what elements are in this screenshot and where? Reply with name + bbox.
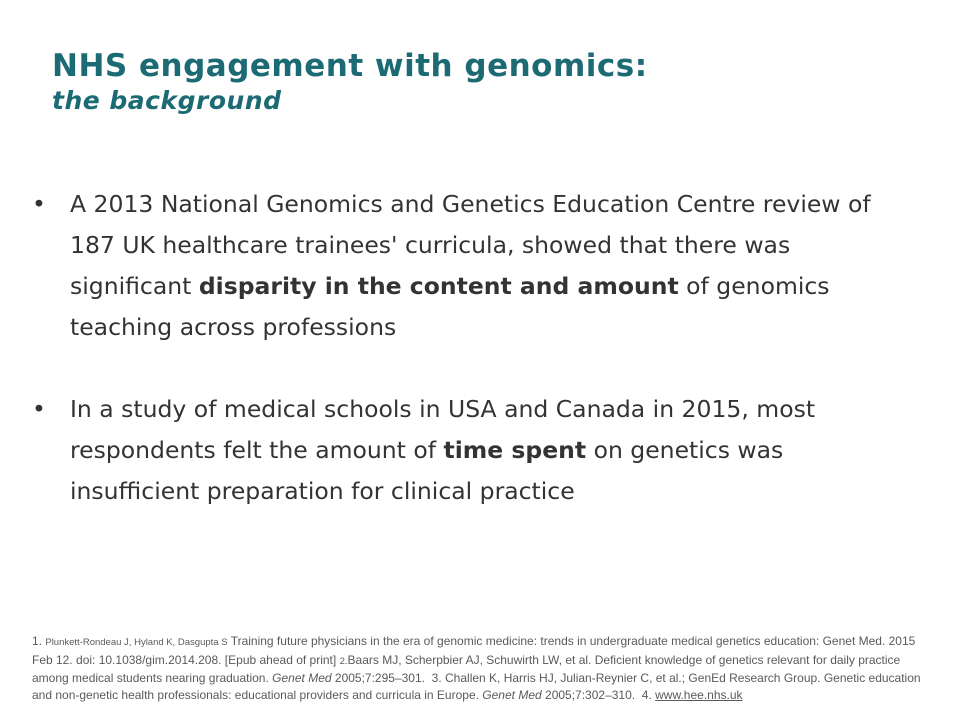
ref-journal: Genet Med <box>482 687 542 702</box>
ref-number: 2. <box>339 655 348 667</box>
bullet-dot: • <box>32 190 46 218</box>
ref-text: 2005;7:295–301. <box>334 671 425 685</box>
bullet-item <box>30 184 910 348</box>
ref-number: 4. <box>641 687 652 702</box>
ref-number: 3. <box>431 671 442 685</box>
bullet-emphasis: time spent <box>443 436 587 464</box>
references <box>32 633 936 703</box>
ref-text: Challen K, Harris HJ, Julian-Reynier C, et al.; GenEd Research Group. Genetic education and non-genetic health professionals: educational providers and curricula in Europe. <box>32 671 921 702</box>
bullet-text: In a study of medical schools in USA and Canada in 2015, most respondents felt the amount of <box>70 395 816 464</box>
ref-text: Baars MJ, Scherpbier AJ, Schuwirth LW, et al. Deficient knowledge of genetics relevant for daily practice among medical students nearing graduation. <box>32 652 901 685</box>
bullet-text: A 2013 National Genomics and Genetics Education Centre review of 187 UK healthcare trainees' curricula, showed that there was significant <box>70 190 871 300</box>
ref-journal: Genet Med <box>272 671 332 685</box>
bullet-text: on genetics was insufficient preparation for clinical practice <box>70 436 784 505</box>
ref-authors: Plunkett-Rondeau J, Hyland K, Dasgupta S <box>45 637 228 648</box>
ref-number: 1. <box>32 634 43 648</box>
bullet-emphasis: disparity in the content and amount <box>198 272 679 300</box>
slide-title: NHS engagement with genomics: <box>52 48 648 84</box>
bullet-item <box>30 389 910 512</box>
slide-title-block <box>52 46 648 116</box>
bullet-dot: • <box>32 395 46 423</box>
bullet-text: of genomics teaching across professions <box>70 272 830 341</box>
ref-text: Training future physicians in the era of genomic medicine: trends in undergraduate medical genetics education: Genet Med. 2015 Feb 12. doi: 10.1038/gim.2014.208. [Epub ahead of print] <box>32 634 916 667</box>
bullet-list <box>30 184 910 512</box>
slide-subtitle: the background <box>52 86 282 115</box>
ref-text: 2005;7:302–310. <box>545 687 636 702</box>
hee-link[interactable]: www.hee.nhs.uk <box>655 687 743 702</box>
